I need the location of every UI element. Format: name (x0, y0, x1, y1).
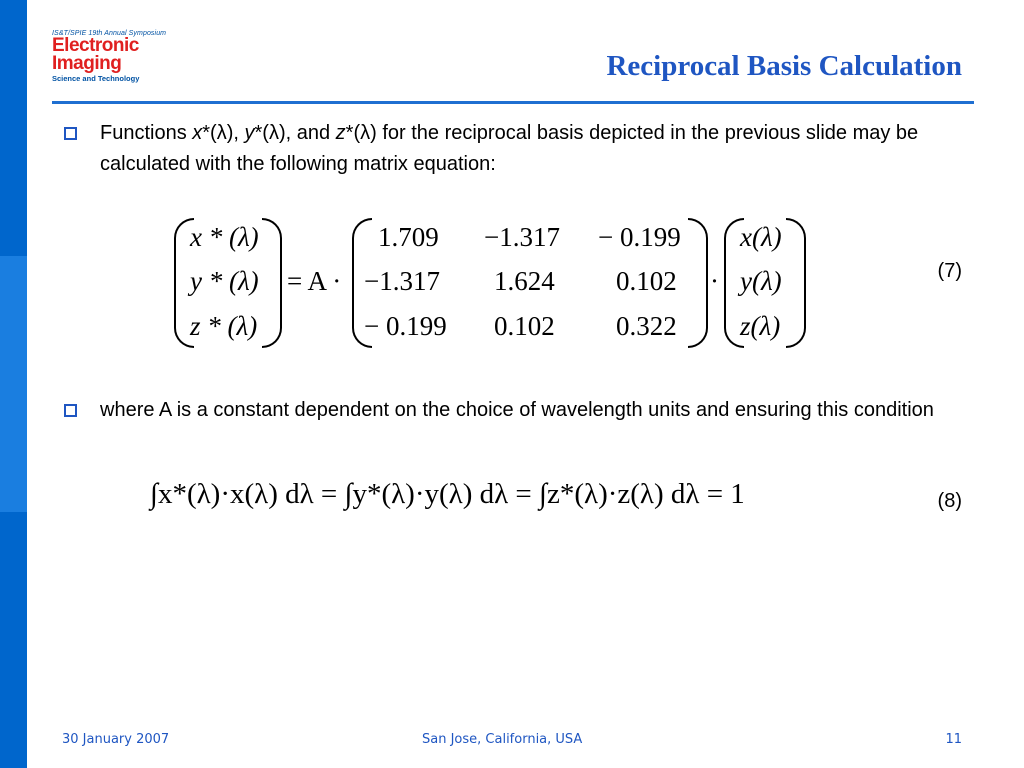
bullet1-pre: Functions (100, 122, 193, 144)
matrix-cell: − 0.199 (598, 222, 681, 252)
bullet1-z-lambda: *(λ) (345, 122, 377, 144)
equation-number-7: (7) (937, 260, 962, 282)
footer-page-number: 11 (945, 732, 962, 747)
rhs-row-2: y(λ) (740, 266, 782, 296)
logo-line1: Electronic (52, 35, 139, 56)
logo-symposium: IS&T/SPIE 19th Annual Symposium (52, 30, 167, 37)
equals-A: = A · (287, 266, 342, 296)
logo-line2: Imaging (52, 53, 122, 74)
bullet-text-1 (100, 118, 950, 180)
matrix-cell: 0.102 (616, 266, 677, 296)
bullet-marker (64, 404, 77, 417)
bullet1-x-lambda: *(λ) (202, 122, 234, 144)
bullet1-x: x (192, 122, 203, 144)
logo-line3: Science and Technology (52, 74, 140, 83)
lhs-right-paren (262, 218, 282, 348)
slide-title: Reciprocal Basis Calculation (606, 50, 962, 82)
matrix-cell: 1.709 (378, 222, 439, 252)
footer-location: San Jose, California, USA (422, 732, 583, 747)
bullet1-y-lambda: *(λ) (254, 122, 286, 144)
lhs-row-1: x * (λ) (190, 222, 259, 252)
lhs-row-3: z * (λ) (190, 311, 258, 341)
title-rule (52, 101, 974, 104)
matrix-cell: 0.322 (616, 311, 677, 341)
matrix-cell: − 0.199 (364, 311, 447, 341)
dot-operator: · (710, 266, 719, 296)
rhs-row-3: z(λ) (740, 311, 781, 341)
bullet1-z: z (335, 122, 346, 144)
electronic-imaging-logo (52, 30, 182, 83)
matrix-cell: −1.317 (484, 222, 560, 252)
matrix-cell: −1.317 (364, 266, 440, 296)
equation-number-8: (8) (937, 490, 962, 512)
integral-equation: ∫x*(λ)·x(λ) dλ = ∫y*(λ)·y(λ) dλ = ∫z*(λ)·z(λ) dλ = 1 (150, 478, 745, 510)
bullet-marker (64, 127, 77, 140)
bullet1-sep2: , and (285, 122, 336, 144)
rhs-right-paren (786, 218, 806, 348)
footer-date: 30 January 2007 (62, 732, 170, 747)
bullet1-sep1: , (233, 122, 245, 144)
bullet-text-2: where A is a constant dependent on the choice of wavelength units and ensuring this condition (100, 399, 934, 421)
bullet1-post: for the reciprocal basis depicted in the previous slide may be calculated with the following matrix equation: (100, 122, 919, 175)
rhs-row-1: x(λ) (740, 222, 782, 252)
bullet1-y: y (244, 122, 255, 144)
matrix-cell: 1.624 (494, 266, 555, 296)
stripe-segment (0, 256, 27, 512)
left-stripe (0, 0, 27, 768)
lhs-row-2: y * (λ) (190, 266, 259, 296)
matrix-right-paren (688, 218, 708, 348)
matrix-cell: 0.102 (494, 311, 555, 341)
